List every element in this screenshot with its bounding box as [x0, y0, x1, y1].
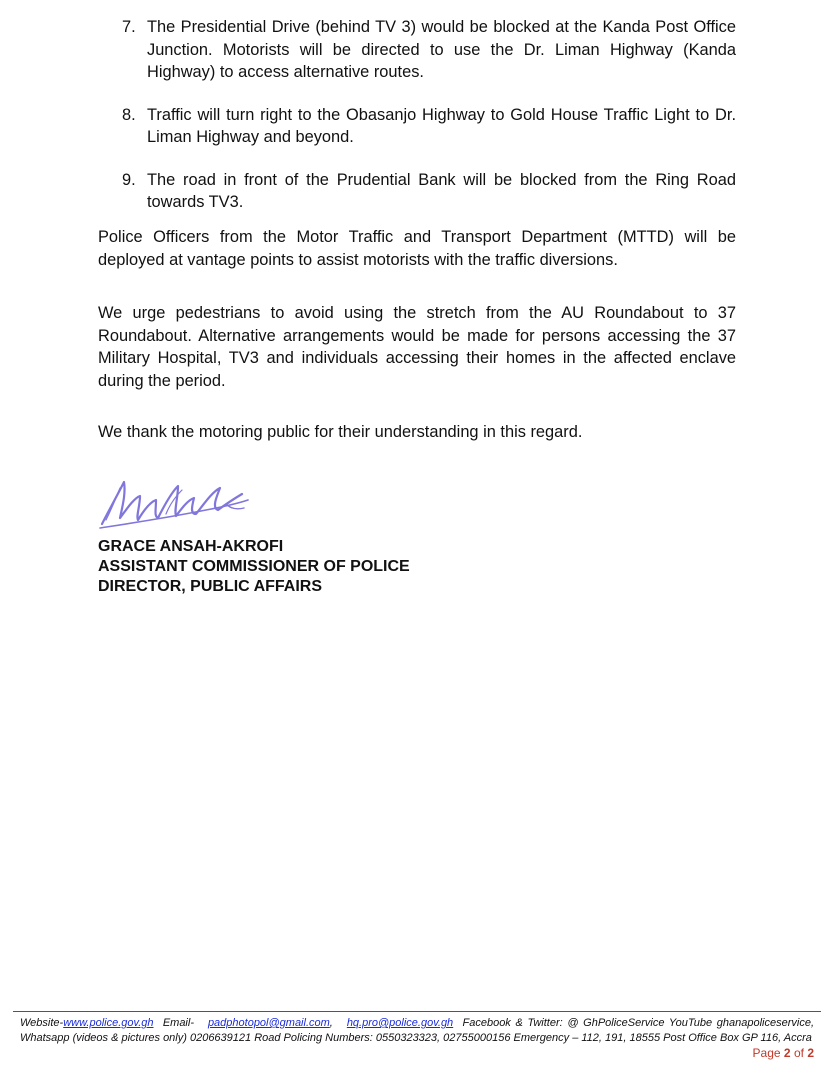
signatory-rank: ASSISTANT COMMISSIONER OF POLICE [98, 558, 410, 575]
signature-icon [96, 474, 256, 534]
email-label: Email- [162, 1017, 194, 1029]
list-item-number: 7. [122, 18, 136, 36]
list-item [98, 16, 736, 84]
list-item [98, 104, 736, 149]
page-number [753, 1046, 814, 1060]
list-item [98, 169, 736, 214]
page-number-total: 2 [807, 1046, 814, 1060]
signature [96, 474, 256, 534]
page-number-current: 2 [783, 1046, 791, 1060]
list-item-text: Traffic will turn right to the Obasanjo Highway to Gold House Traffic Light to Dr. Liman Highway and beyond. [147, 105, 736, 146]
signatory-name: GRACE ANSAH-AKROFI [98, 538, 284, 555]
list-item-number: 8. [122, 105, 136, 124]
website-link[interactable]: www.police.gov.gh [63, 1017, 154, 1029]
signoff-block [98, 537, 410, 597]
footer-contact-details: Facebook & Twitter: @ GhPoliceService YouTube ghanapoliceservice, Whatsapp (videos & pictures only) 0206639121 Road Policing Numbers: 0550323323, 02755000156 Emergency – 112, 191, 18555 Post Office Box GP 116, Accra [20, 1017, 815, 1044]
footer-contact [20, 1016, 814, 1045]
page-number-label: Page [752, 1046, 781, 1060]
email-link-2[interactable]: hq.pro@police.gov.gh [346, 1017, 454, 1029]
email-link-1[interactable]: padphotopol@gmail.com [207, 1017, 330, 1029]
pedestrians-paragraph: We urge pedestrians to avoid using the stretch from the AU Roundabout to 37 Roundabout. Alternative arrangements would be made for persons accessing the 37 Military Hospital, TV3 and individuals accessing their homes in the affected enclave during the period. [98, 304, 736, 390]
numbered-list [98, 16, 736, 234]
footer-divider [13, 1011, 821, 1012]
thanks-paragraph: We thank the motoring public for their understanding in this regard. [98, 423, 583, 441]
list-item-text: The road in front of the Prudential Bank will be blocked from the Ring Road towards TV3. [147, 170, 736, 211]
list-item-number: 9. [122, 170, 136, 189]
signatory-title: DIRECTOR, PUBLIC AFFAIRS [98, 578, 323, 595]
email-separator: , [329, 1017, 333, 1029]
page-number-of: of [793, 1046, 804, 1060]
mttd-paragraph: Police Officers from the Motor Traffic and Transport Department (MTTD) will be deployed at vantage points to assist motorists with the traffic diversions. [98, 228, 736, 269]
website-label: Website- [20, 1017, 64, 1029]
list-item-text: The Presidential Drive (behind TV 3) would be blocked at the Kanda Post Office Junction. Motorists will be directed to use the Dr. Liman Highway (Kanda Highway) to access alternative routes. [147, 18, 736, 81]
